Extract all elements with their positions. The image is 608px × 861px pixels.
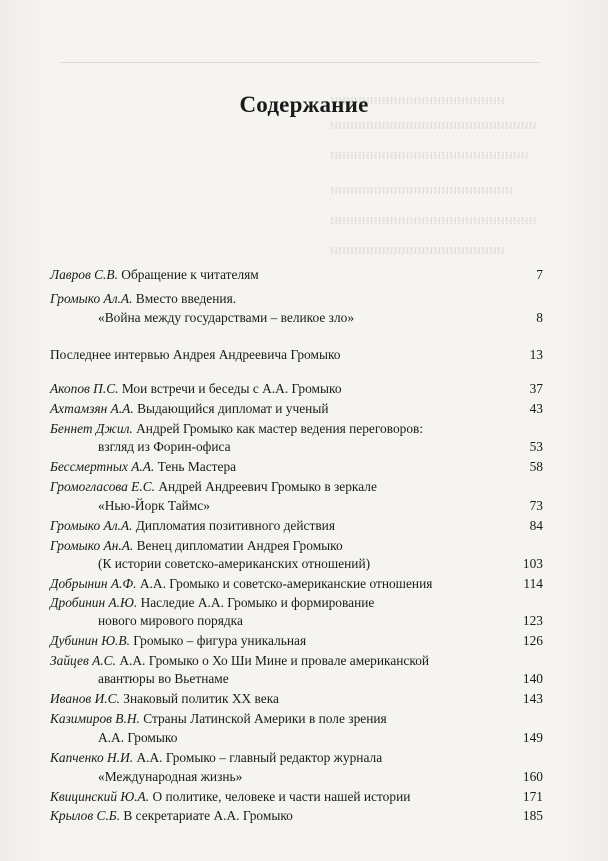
toc-entry-text: «Нью-Йорк Таймс» (98, 498, 210, 513)
toc-entry-page-number: 8 (536, 310, 543, 325)
toc-entry-page-number: 73 (529, 498, 543, 513)
toc-entry-author: Громыко Ал.А. (50, 518, 133, 533)
toc-entry-author: Бессмертных А.А. (50, 459, 155, 474)
toc-entry-author: Громыко Ан.А. (50, 538, 134, 553)
toc-entry-text: взгляд из Форин-офиса (98, 439, 231, 454)
toc-entry-page-number: 149 (522, 730, 543, 745)
toc-entry-text: Андрей Громыко как мастер ведения переговоров: (136, 421, 424, 436)
toc-entry-title (50, 458, 236, 476)
toc-entry-page-number: 103 (522, 556, 543, 571)
toc-entry-author: Громогласова Е.С. (50, 479, 155, 494)
toc-entry-title (98, 438, 231, 456)
toc-entry-author: Дробинин А.Ю. (50, 595, 138, 610)
bleed-through-text: ИИИИИИИИИИИИИИИИИИИИИИИИИИ (330, 120, 537, 132)
toc-entry-text: А.А. Громыко (98, 730, 178, 745)
toc-entry-title (50, 690, 279, 708)
bleed-through-text: ИИИИИИИИИИИИИИИИИИИИИИИИИИ (330, 215, 537, 227)
toc-entry (50, 594, 543, 612)
bleed-through-rule (60, 62, 540, 63)
toc-entry-title (50, 632, 306, 650)
toc-entry-text: Мои встречи и беседы с А.А. Громыко (121, 381, 342, 396)
toc-entry-text: нового мирового порядка (98, 613, 243, 628)
toc-entry-author: Казимиров В.Н. (50, 711, 140, 726)
toc-entry-author: Зайцев А.С. (50, 653, 116, 668)
toc-entry-author: Беннет Джил. (50, 421, 133, 436)
toc-entry-title (50, 346, 340, 364)
toc-entry (50, 612, 543, 630)
toc-entry-title (98, 497, 210, 515)
toc-entry-author: Добрынин А.Ф. (50, 576, 137, 591)
toc-entry-page-number: 143 (522, 691, 543, 706)
toc-entry (50, 458, 543, 476)
toc-entry-author: Квицинский Ю.А. (50, 789, 150, 804)
toc-entry-title (98, 670, 229, 688)
toc-entry-title (50, 537, 343, 555)
toc-entry (50, 309, 543, 327)
toc-entry-page-number: 185 (522, 808, 543, 823)
toc-entry-text: Тень Мастера (157, 459, 237, 474)
toc-entry-text: В секретариате А.А. Громыко (123, 808, 293, 823)
toc-entry (50, 290, 543, 308)
toc-entry-page-number: 114 (523, 576, 543, 591)
toc-entry (50, 438, 543, 456)
toc-entry (50, 652, 543, 670)
toc-entry-page-number: 53 (529, 439, 543, 454)
toc-entry (50, 380, 543, 398)
toc-entry-title (50, 807, 293, 825)
toc-entry-title (50, 420, 423, 438)
toc-entry-text: О политике, человеке и части нашей истории (152, 789, 411, 804)
toc-entry-text: Обращение к читателям (121, 267, 259, 282)
toc-entry-text: авантюры во Вьетнаме (98, 671, 229, 686)
toc-entry-text: Вместо введения. (135, 291, 237, 306)
toc-entry-title (50, 749, 382, 767)
toc-entry-title (98, 309, 354, 327)
toc-entry-author: Лавров С.В. (50, 267, 118, 282)
toc-entry-author: Капченко Н.И. (50, 750, 134, 765)
toc-entry-text: Выдающийся дипломат и ученый (137, 401, 329, 416)
toc-entry-title (50, 400, 329, 418)
toc-entry-author: Крылов С.Б. (50, 808, 121, 823)
toc-entry-title (50, 266, 259, 284)
toc-entry (50, 729, 543, 747)
toc-entry (50, 749, 543, 767)
toc-entry-text: Страны Латинской Америки в поле зрения (143, 711, 387, 726)
toc-entry (50, 632, 543, 650)
toc-entry-page-number: 140 (522, 671, 543, 686)
toc-entry-author: Громыко Ал.А. (50, 291, 133, 306)
toc-entry-page-number: 160 (522, 769, 543, 784)
page-title: Содержание (239, 92, 369, 117)
toc-entry (50, 690, 543, 708)
toc-entry-text: «Международная жизнь» (98, 769, 243, 784)
toc-entry (50, 266, 543, 284)
toc-entry (50, 346, 543, 364)
toc-entry-author: Ахтамзян А.А. (50, 401, 134, 416)
toc-entry (50, 478, 543, 496)
toc-entry-title (50, 380, 342, 398)
toc-entry-text: А.А. Громыко о Хо Ши Мине и провале американской (119, 653, 430, 668)
toc-entry-text: Громыко – фигура уникальная (133, 633, 307, 648)
toc-entry-text: «Война между государствами – великое зло» (98, 310, 355, 325)
toc-entry-author: Акопов П.С. (50, 381, 119, 396)
toc-entry-title (50, 788, 410, 806)
toc-entry-text: Последнее интервью Андрея Андреевича Громыко (50, 347, 341, 362)
bleed-through-text: ИИИИИИИИИИИИИИИИИИИИИИИ (330, 185, 513, 197)
toc-entry-text: Андрей Андреевич Громыко в зеркале (158, 479, 377, 494)
toc-entry (50, 537, 543, 555)
toc-entry-title (50, 594, 374, 612)
bleed-through-text: ИИИИИИИИИИИИИИИИИИИИИИ (330, 245, 505, 257)
toc-entry (50, 497, 543, 515)
toc-entry-page-number: 43 (529, 401, 543, 416)
toc-entry (50, 768, 543, 786)
toc-entry-title (50, 652, 429, 670)
toc-entry-title (98, 612, 243, 630)
toc-entry-page-number: 171 (522, 789, 543, 804)
bleed-through-text: ИИИИИИИИИИИИИИИИИИИИИИИИИ (330, 150, 529, 162)
toc-entry-title (50, 517, 335, 535)
toc-entry-title (50, 710, 387, 728)
toc-entry-text: Дипломатия позитивного действия (135, 518, 335, 533)
toc-entry-author: Дубинин Ю.В. (50, 633, 130, 648)
bleed-through-text: ИИИИИИИИИИИИИИИИИИИИИИ (330, 95, 505, 107)
toc-entry-text: Знаковый политик XX века (123, 691, 279, 706)
toc-entry (50, 670, 543, 688)
toc-entry (50, 575, 543, 593)
toc-entry-text: А.А. Громыко и советско-американские отношения (139, 576, 433, 591)
toc-entry (50, 517, 543, 535)
toc-entry (50, 788, 543, 806)
toc-entry-title (50, 575, 432, 593)
toc-entry (50, 807, 543, 825)
toc-entry (50, 710, 543, 728)
toc-entry-page-number: 84 (529, 518, 543, 533)
toc-entry-title (50, 290, 236, 308)
toc-entry-text: (К истории советско-американских отношений) (98, 556, 371, 571)
toc-entry-page-number: 123 (522, 613, 543, 628)
toc-entry-text: А.А. Громыко – главный редактор журнала (136, 750, 383, 765)
toc-entry-page-number: 126 (522, 633, 543, 648)
toc-entry (50, 420, 543, 438)
toc-entry-author: Иванов И.С. (50, 691, 120, 706)
toc-entry-title (50, 478, 377, 496)
toc-entry-page-number: 37 (529, 381, 543, 396)
toc-entry (50, 400, 543, 418)
toc-entry-page-number: 7 (536, 267, 543, 282)
toc-entry-title (98, 729, 177, 747)
toc-entry (50, 555, 543, 573)
toc-entry-text: Венец дипломатии Андрея Громыко (136, 538, 343, 553)
toc-entry-title (98, 555, 370, 573)
toc-entry-text: Наследие А.А. Громыко и формирование (140, 595, 375, 610)
toc-entry-page-number: 13 (529, 347, 543, 362)
toc-entry-title (98, 768, 242, 786)
toc-entry-page-number: 58 (529, 459, 543, 474)
